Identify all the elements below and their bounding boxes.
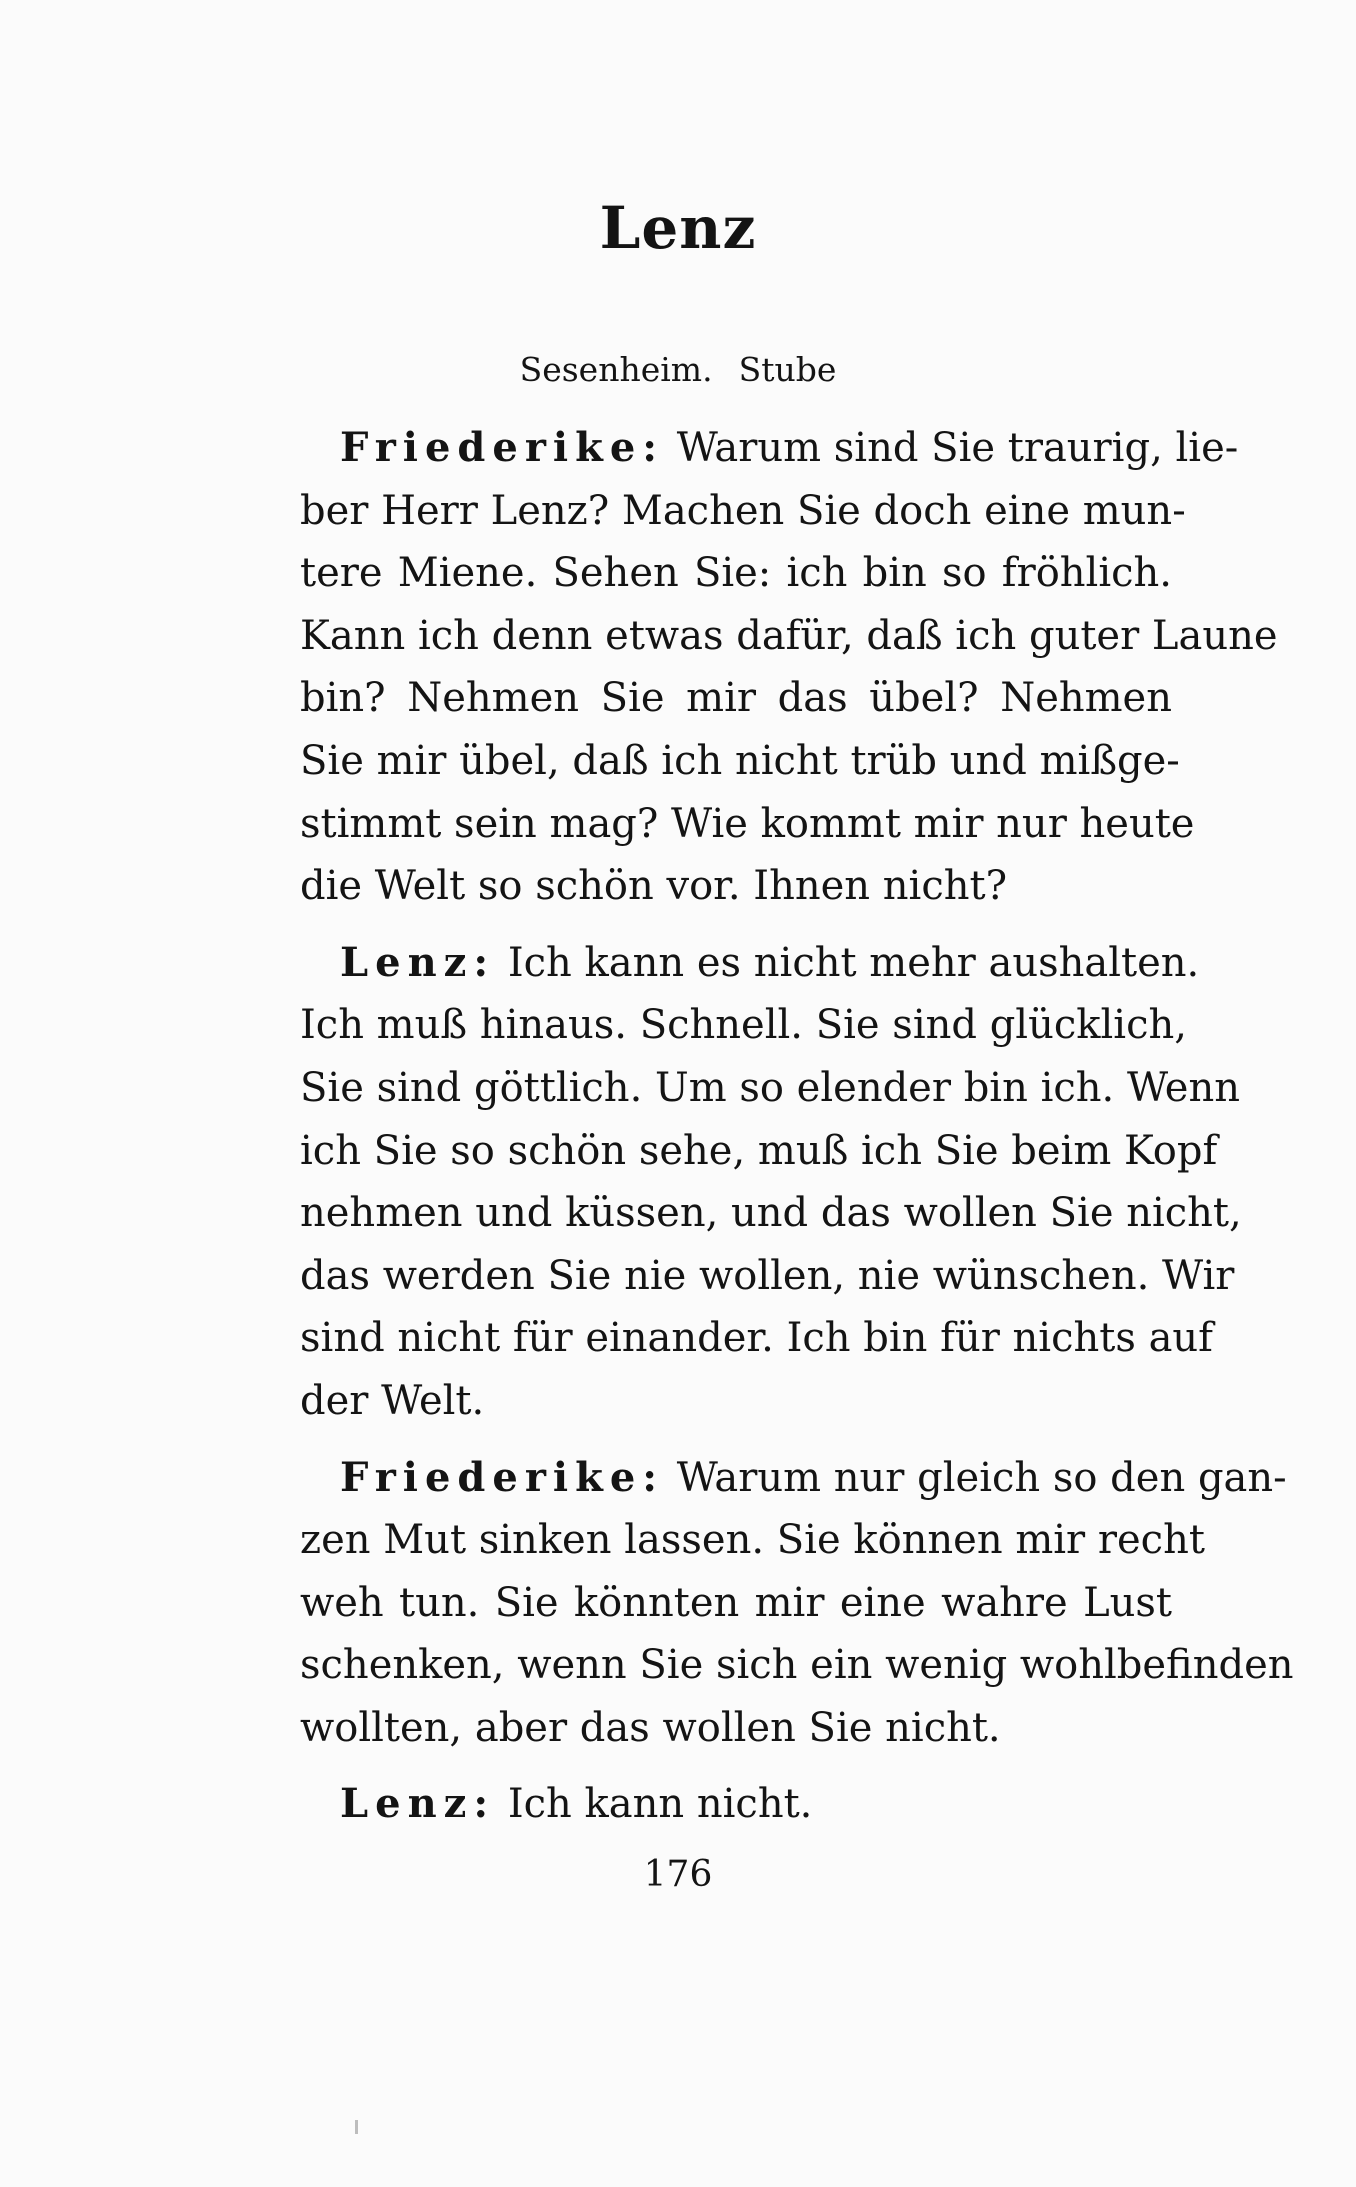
- text-line: weh tun. Sie könnten mir eine wahre Lust: [300, 1579, 1172, 1626]
- text-line: Kann ich denn etwas dafür, daß ich guter Laune: [300, 612, 1278, 659]
- dialogue-text: [260, 417, 1294, 1850]
- text-line: bin? Nehmen Sie mir das übel? Nehmen: [300, 675, 1172, 722]
- print-speck: [355, 2120, 358, 2134]
- dialogue-paragraph: [260, 1447, 1294, 1760]
- text-line: stimmt sein mag? Wie kommt mir nur heute: [300, 800, 1195, 847]
- page-title: Lenz: [599, 194, 757, 262]
- text-line: wollten, aber das wollen Sie nicht.: [300, 1704, 1001, 1751]
- speaker-name: Friederike:: [340, 1453, 665, 1501]
- dialogue-paragraph: [260, 932, 1242, 1433]
- text-line: ber Herr Lenz? Machen Sie doch eine mun-: [300, 487, 1186, 534]
- text-line: [260, 417, 1239, 480]
- text-line: [260, 1447, 1287, 1510]
- text-line: Ich muß hinaus. Schnell. Sie sind glücklich,: [300, 1002, 1187, 1049]
- line-text: Warum sind Sie traurig, lie-: [664, 425, 1239, 471]
- text-line: [260, 1773, 1172, 1836]
- dialogue-paragraph: [260, 1773, 1172, 1836]
- text-line: schenken, wenn Sie sich ein wenig wohlbefinden: [300, 1642, 1294, 1689]
- text-line: zen Mut sinken lassen. Sie können mir recht: [300, 1517, 1205, 1564]
- text-line: der Welt.: [300, 1377, 485, 1424]
- scene-place: Sesenheim.: [519, 350, 713, 389]
- speaker-name: Friederike:: [340, 424, 665, 471]
- line-text: Warum nur gleich so den gan-: [664, 1454, 1287, 1501]
- text-line: die Welt so schön vor. Ihnen nicht?: [300, 863, 1008, 910]
- text-line: sind nicht für einander. Ich bin für nichts auf: [300, 1315, 1213, 1362]
- text-line: tere Miene. Sehen Sie: ich bin so fröhlich.: [300, 550, 1172, 597]
- text-line: ich Sie so schön sehe, muß ich Sie beim Kopf: [300, 1127, 1218, 1174]
- scene-heading: [0, 345, 1356, 395]
- scene-room: Stube: [738, 350, 837, 389]
- line-text: Ich kann nicht.: [495, 1781, 813, 1828]
- speaker-name: Lenz:: [340, 1780, 496, 1828]
- text-line: das werden Sie nie wollen, nie wünschen. Wir: [300, 1252, 1235, 1299]
- line-text: Ich kann es nicht mehr aushalten.: [495, 939, 1200, 986]
- text-line: Sie mir übel, daß ich nicht trüb und mißge-: [300, 737, 1180, 784]
- dialogue-paragraph: [260, 417, 1278, 918]
- page-number: 176: [643, 1854, 713, 1895]
- text-line: [260, 932, 1200, 995]
- speaker-name: Lenz:: [340, 938, 496, 986]
- text-line: Sie sind göttlich. Um so elender bin ich. Wenn: [300, 1064, 1240, 1111]
- text-line: nehmen und küssen, und das wollen Sie nicht,: [300, 1190, 1242, 1237]
